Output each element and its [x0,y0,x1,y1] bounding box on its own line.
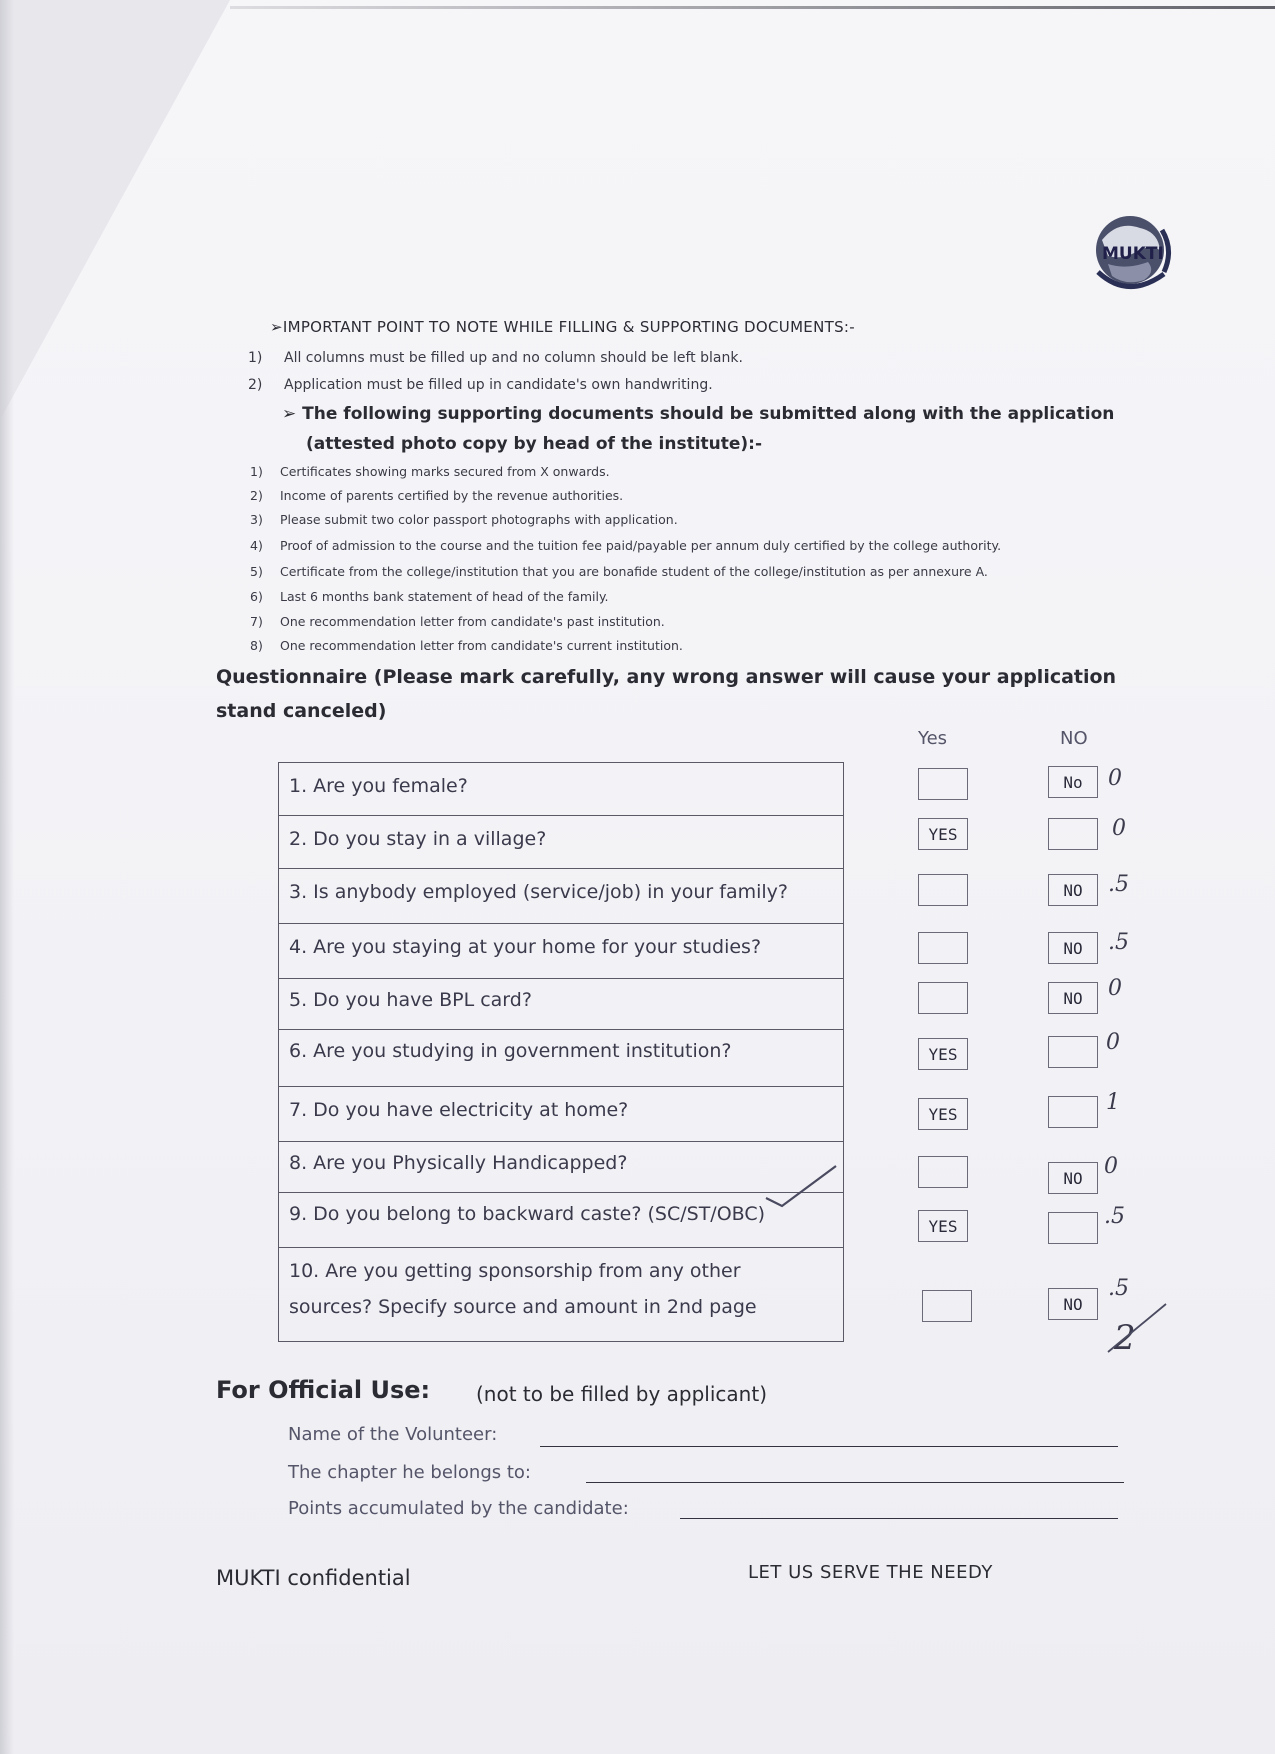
top-edge-line [230,6,1275,9]
table-row: 1. Are you female? [279,763,843,816]
handwritten-score: .5 [1108,1276,1129,1301]
table-row: 4. Are you staying at your home for your studies? [279,924,843,979]
answer-no-box[interactable] [1048,1036,1098,1068]
handwritten-score: 0 [1104,1154,1118,1179]
answer-yes-box[interactable] [918,768,968,800]
handwritten-score: 0 [1108,976,1122,1001]
handwritten-total: 2 [1114,1318,1136,1358]
table-row: 9. Do you belong to backward caste? (SC/ST/OBC) [279,1193,843,1248]
answer-no-box[interactable] [1048,1096,1098,1128]
handwritten-score: 0 [1112,816,1126,841]
answer-no-box[interactable]: NO [1048,874,1098,906]
answer-yes-box[interactable] [918,982,968,1014]
no-column-header: NO [1060,728,1088,749]
volunteer-name-label: Name of the Volunteer: [288,1424,498,1445]
answer-yes-box[interactable] [918,1156,968,1188]
answer-yes-box[interactable]: YES [918,1038,968,1070]
answer-yes-box[interactable] [918,874,968,906]
table-row: 7. Do you have electricity at home? [279,1087,843,1142]
answer-no-box[interactable] [1048,818,1098,850]
table-row: 2. Do you stay in a village? [279,816,843,869]
chapter-label: The chapter he belongs to: [288,1462,531,1483]
footer-confidential: MUKTI confidential [216,1566,411,1590]
table-row: 3. Is anybody employed (service/job) in your family? [279,869,843,924]
answer-yes-box[interactable]: YES [918,1210,968,1242]
answer-no-box[interactable]: NO [1048,982,1098,1014]
checkmark-icon [760,1160,840,1210]
handwritten-score: .5 [1108,872,1129,897]
handwritten-score: 0 [1106,1030,1120,1055]
answer-no-box[interactable] [1048,1212,1098,1244]
table-row: 6. Are you studying in government institution? [279,1030,843,1087]
answer-yes-box[interactable]: YES [918,818,968,850]
answer-no-box[interactable]: NO [1048,932,1098,964]
page-edge-shadow [0,0,14,1754]
logo-wordmark: MUKTI [1102,244,1164,264]
documents-heading-continued: (attested photo copy by head of the institute):- [306,434,763,454]
volunteer-name-field[interactable] [540,1446,1118,1447]
official-use-note: (not to be filled by applicant) [476,1382,767,1406]
documents-heading: ➢ The following supporting documents should be submitted along with the application [282,404,1115,424]
questionnaire-title: Questionnaire (Please mark carefully, any wrong answer will cause your application stand canceled) [216,666,1117,722]
table-row: 8. Are you Physically Handicapped? [279,1142,843,1193]
document-page: MUKTI ➢IMPORTANT POINT TO NOTE WHILE FILLING & SUPPORTING DOCUMENTS:- 1) All columns must be filled up and no column should be left blank. 2) Application must be filled up in candidate's own handwriting. ➢ The following supporting documents should be submitted along with the application (attested photo copy by head of the institute):- 1) Certificates showing marks secured from X onwards. 2) Income of parents certified by the revenue authorities. 3) Please submit two color passport photographs with application. 4) Proof of admission to the course and the tuition fee paid/payable per annum duly certified by the college authority. 5) Certificate from the college/institution that you are bonafide student of the college/institution as per annexure A. 6) Last 6 months bank statement of head of the family. 7) One recommendation letter from candidate's past institution. 8) One recommendation letter from candidate's current institution. Questionnaire (Please mark carefully, any wrong answer will cause your application stand canceled) Yes NO 1. Are you female? 2. Do you stay in a village? 3. Is anybody employed (service/job) in your family? 4. Are you staying at your home for your studies? 5. Do you have BPL card? 6. Are you studying in government institution? 7. Do you have electricity at home? 8. Are you Physically Handicapped? 9. Do you belong to backward caste? (SC/ST/OBC) 10. Are you getting sponsorship from any other sources? Specify source and amount in 2nd page YES YES YES YES No NO NO NO NO NO 0 0 .5 .5 0 0 1 0 .5 .5 2 For Official Use: (not to be filled by applicant) Name of the Volunteer: The chapter he belongs to: Points accumulated by the candidate: MUKTI confidential LET US SERVE THE NEEDY [0,0,1275,1754]
chapter-field[interactable] [586,1482,1124,1483]
answer-yes-box[interactable] [922,1290,972,1322]
handwritten-score: 1 [1106,1090,1120,1115]
questionnaire-table [278,762,844,1342]
answer-yes-box[interactable]: YES [918,1098,968,1130]
answer-no-box[interactable]: NO [1048,1162,1098,1194]
folded-corner [0,0,230,420]
answer-no-box[interactable]: No [1048,766,1098,798]
official-use-title: For Official Use: [216,1376,431,1404]
answer-yes-box[interactable] [918,932,968,964]
points-label: Points accumulated by the candidate: [288,1498,629,1519]
footer-tagline: LET US SERVE THE NEEDY [748,1562,993,1583]
handwritten-score: .5 [1108,930,1129,955]
points-field[interactable] [680,1518,1118,1519]
yes-column-header: Yes [918,728,948,749]
instructions-heading: ➢IMPORTANT POINT TO NOTE WHILE FILLING & SUPPORTING DOCUMENTS:- [270,318,855,336]
answer-no-box[interactable]: NO [1048,1288,1098,1320]
table-row: 10. Are you getting sponsorship from any other sources? Specify source and amount in 2nd page [289,1260,757,1318]
handwritten-score: 0 [1108,766,1122,791]
table-row: 5. Do you have BPL card? [279,979,843,1030]
handwritten-score: .5 [1104,1204,1125,1229]
total-underline-stroke-icon [1104,1300,1174,1360]
